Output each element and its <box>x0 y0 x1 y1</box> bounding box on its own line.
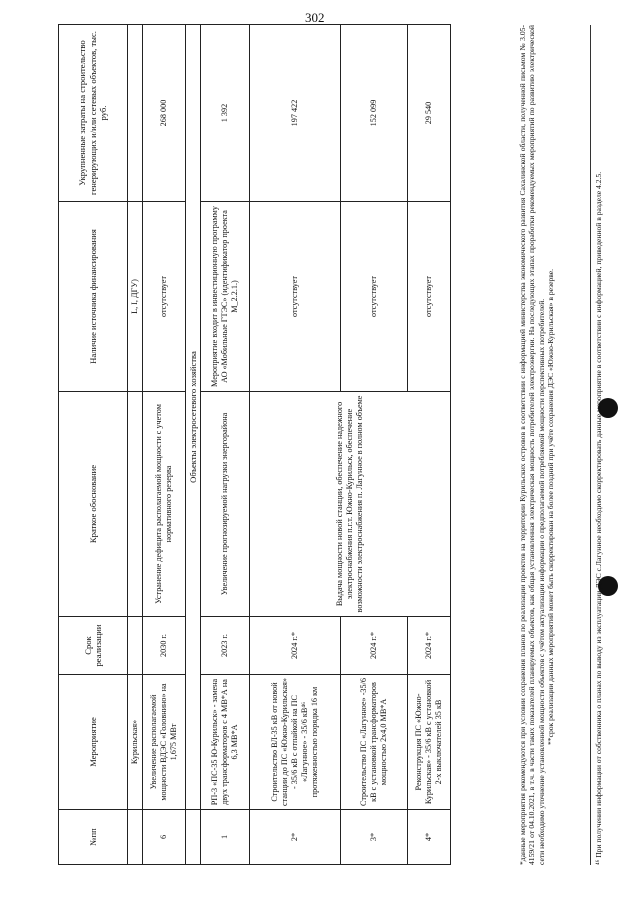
header-justification: Краткое обоснование <box>59 392 128 617</box>
note-double-asterisk: **срок реализации данных мероприятий может быть скорректирован на более поздний при учёте сохранения ДЭС «Южно-Курильская» в резерве. <box>546 268 556 745</box>
cell-justification <box>128 392 143 617</box>
cell-source: отсутствует <box>250 202 341 392</box>
cell-term: 2024 г.* <box>341 617 408 675</box>
cell-cost <box>128 25 143 202</box>
cell-justification: Устранение дефицита располагаемой мощности с учетом нормативного резерва <box>143 392 186 617</box>
header-source: Наличие источника финансирования <box>59 202 128 392</box>
cell-cost: 152 099 <box>341 25 408 202</box>
cell-source: отсутствует <box>143 202 186 392</box>
footnote <box>590 25 604 865</box>
cell-event: Строительство ВЛ-35 кВ от новой станции до ПС «Южно-Курильская» - 35/6 кВ с отпайкой на ПС «Лагунное» - 35/6 кВ⁴⁶ протяженностью порядка 16 км <box>250 675 341 810</box>
cell-num <box>128 810 143 865</box>
table-notes <box>518 25 556 865</box>
section-row <box>186 25 201 865</box>
header-term: Срок реализации <box>59 617 128 675</box>
cell-event: Строительство ПС «Лагунное» -35/6 кВ с установкой трансформаторов мощностью 2х4,0 МВ*А <box>341 675 408 810</box>
cell-cost: 197 422 <box>250 25 341 202</box>
cell-event: РП-3 «ПС-35 Ю-Курильск» - замена двух трансформаторов с 4 МВ*А на 6,3 МВ*А <box>201 675 250 810</box>
section-spacer <box>186 810 201 865</box>
cell-term: 2023 г. <box>201 617 250 675</box>
cell-cost: 268 000 <box>143 25 186 202</box>
cell-event: Курильская» <box>128 675 143 810</box>
table-header-row <box>59 25 128 865</box>
cell-event: Увеличение располагаемой мощности ВДЭС «Головнино» на 1,675 МВт <box>143 675 186 810</box>
table-row <box>128 25 143 865</box>
header-num: №пп <box>59 810 128 865</box>
cell-num: 3* <box>341 810 408 865</box>
section-title: Объекты электросетевого хозяйства <box>186 25 201 810</box>
cell-source: отсутствует <box>408 202 451 392</box>
cell-justification-merged: Выдача мощности новой станции, обеспечение надежного электроснабжения п.г.т. Южно-Курильск, обеспечение возможности электроснабжения п. Лагунное в полном объеме <box>250 392 451 617</box>
cell-num: 2* <box>250 810 341 865</box>
table-row <box>201 25 250 865</box>
cell-justification: Увеличение прогнозируемой нагрузки энергорайона <box>201 392 250 617</box>
cell-source: Мероприятие входит в инвестиционную программу АО «Мобильные ГТЭС» (идентификатор проекта M_2.2.1.) <box>201 202 250 392</box>
cell-term <box>128 617 143 675</box>
cell-cost: 1 392 <box>201 25 250 202</box>
events-table <box>58 24 451 865</box>
page-number: 302 <box>305 10 325 25</box>
cell-term: 2024 г.* <box>250 617 341 675</box>
cell-source: L, I, ДГУ) <box>128 202 143 392</box>
cell-num: 1 <box>201 810 250 865</box>
cell-cost: 29 540 <box>408 25 451 202</box>
cell-term: 2024 г.* <box>408 617 451 675</box>
events-table-wrap <box>58 25 451 865</box>
table-row <box>143 25 186 865</box>
table-row <box>250 25 341 865</box>
note-single-asterisk: *данные мероприятия рекомендуются при условии сохранения планов по реализации проектов на территории Курильских островов в соответствии с информацией министерства экономического развития Сахалинской области, полученной письмом № 3.05-4159/21 от 04.10.2021, в т.ч. в части таких показателей планируемых объектов, как общая установленная электрическая мощность потребителей электроэнергии. На последующих этапах проработки рекомендуемых мероприятий по развитию электрической сети необходимо уточнение установленной мощности объектов с учётом актуализации информации о предполагаемой потребляемой мощности перспективных потребителей. <box>518 25 546 865</box>
cell-num: 6 <box>143 810 186 865</box>
cell-event: Реконструкция ПС «Южно-Курильская» - 35/6 кВ с установкой 2-х выключателей 35 кВ <box>408 675 451 810</box>
cell-source: отсутствует <box>341 202 408 392</box>
footnote-46: ⁴⁶ При получении информации от собственника о планах по выводу из эксплуатации ДЭС с.Лагунное необходимо скорректировать данные мероприятие в соответствии с информацией, приведенной в разделе 4.2.5. <box>594 171 603 865</box>
header-cost: Укрупненные затраты на строительство генерирующих и/или сетевых объектов, тыс. руб. <box>59 25 128 202</box>
header-event: Мероприятие <box>59 675 128 810</box>
cell-term: 2030 г. <box>143 617 186 675</box>
cell-num: 4* <box>408 810 451 865</box>
